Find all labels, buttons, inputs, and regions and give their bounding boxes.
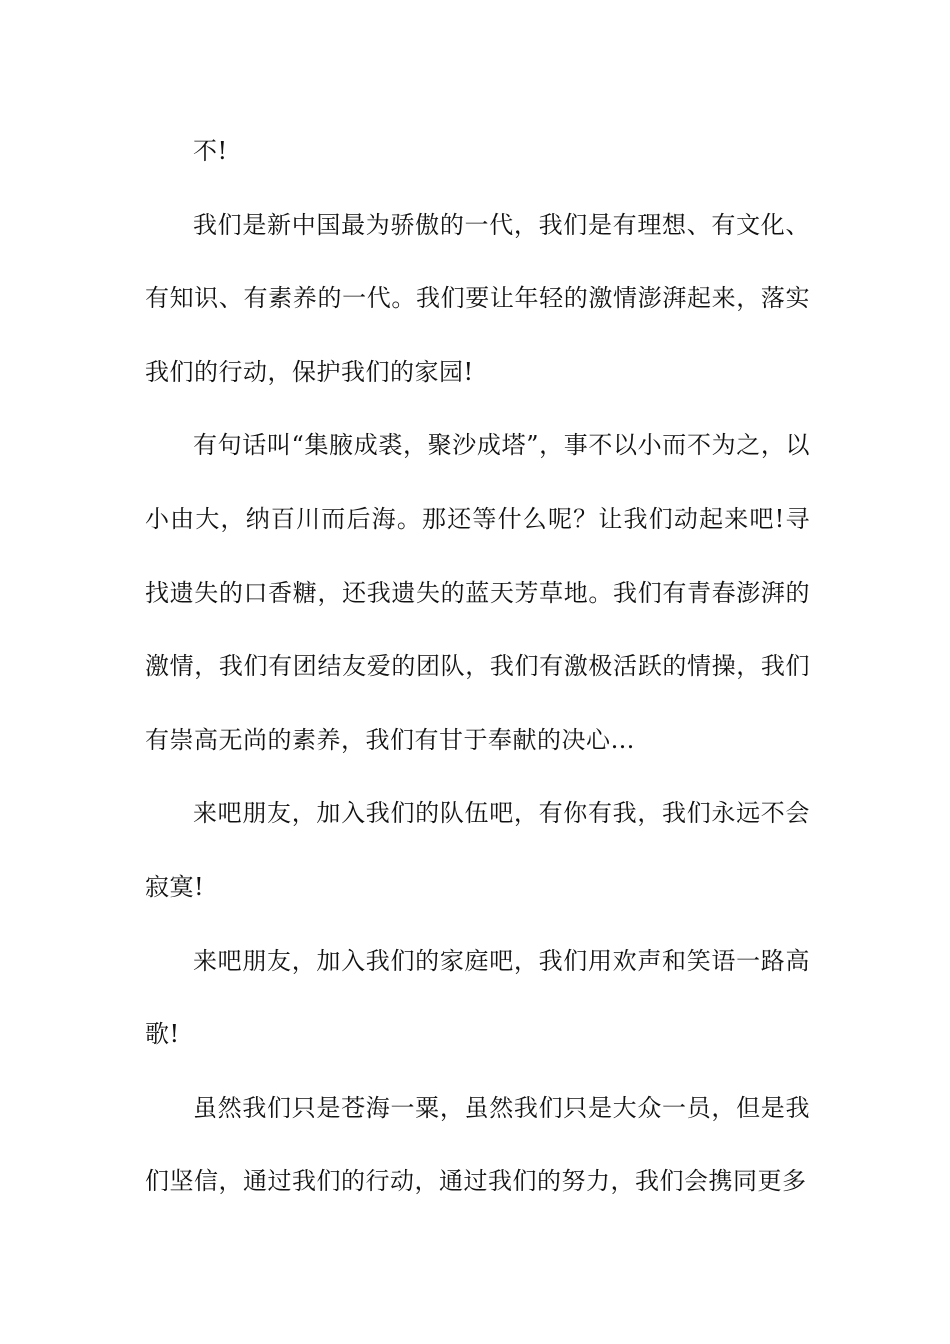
paragraph-5: 来吧朋友，加入我们的家庭吧，我们用欢声和笑语一路高歌!: [145, 946, 810, 1049]
paragraph-2: 我们是新中国最为骄傲的一代，我们是有理想、有文化、有知识、有素养的一代。我们要让年轻的激情澎湃起来，落实我们的行动，保护我们的家园!: [145, 210, 810, 386]
paragraph-1: 不!: [193, 137, 228, 165]
paragraph-4: 来吧朋友，加入我们的队伍吧，有你有我，我们永远不会寂寞!: [145, 799, 810, 901]
document-body: [145, 115, 810, 1219]
paragraph-3: 有句话叫“集腋成裘，聚沙成塔”，事不以小而不为之，以小由大，纳百川而后海。那还等什么呢？让我们动起来吧!寻找遗失的口香糖，还我遗失的蓝天芳草地。我们有青春澎湃的激情，我们有团结友爱的团队，我们有激极活跃的情操，我们有崇高无尚的素养，我们有甘于奉献的决心…: [145, 431, 810, 754]
paragraph-6: 虽然我们只是苍海一粟，虽然我们只是大众一员，但是我们坚信，通过我们的行动，通过我们的努力，我们会携同更多: [145, 1093, 810, 1196]
